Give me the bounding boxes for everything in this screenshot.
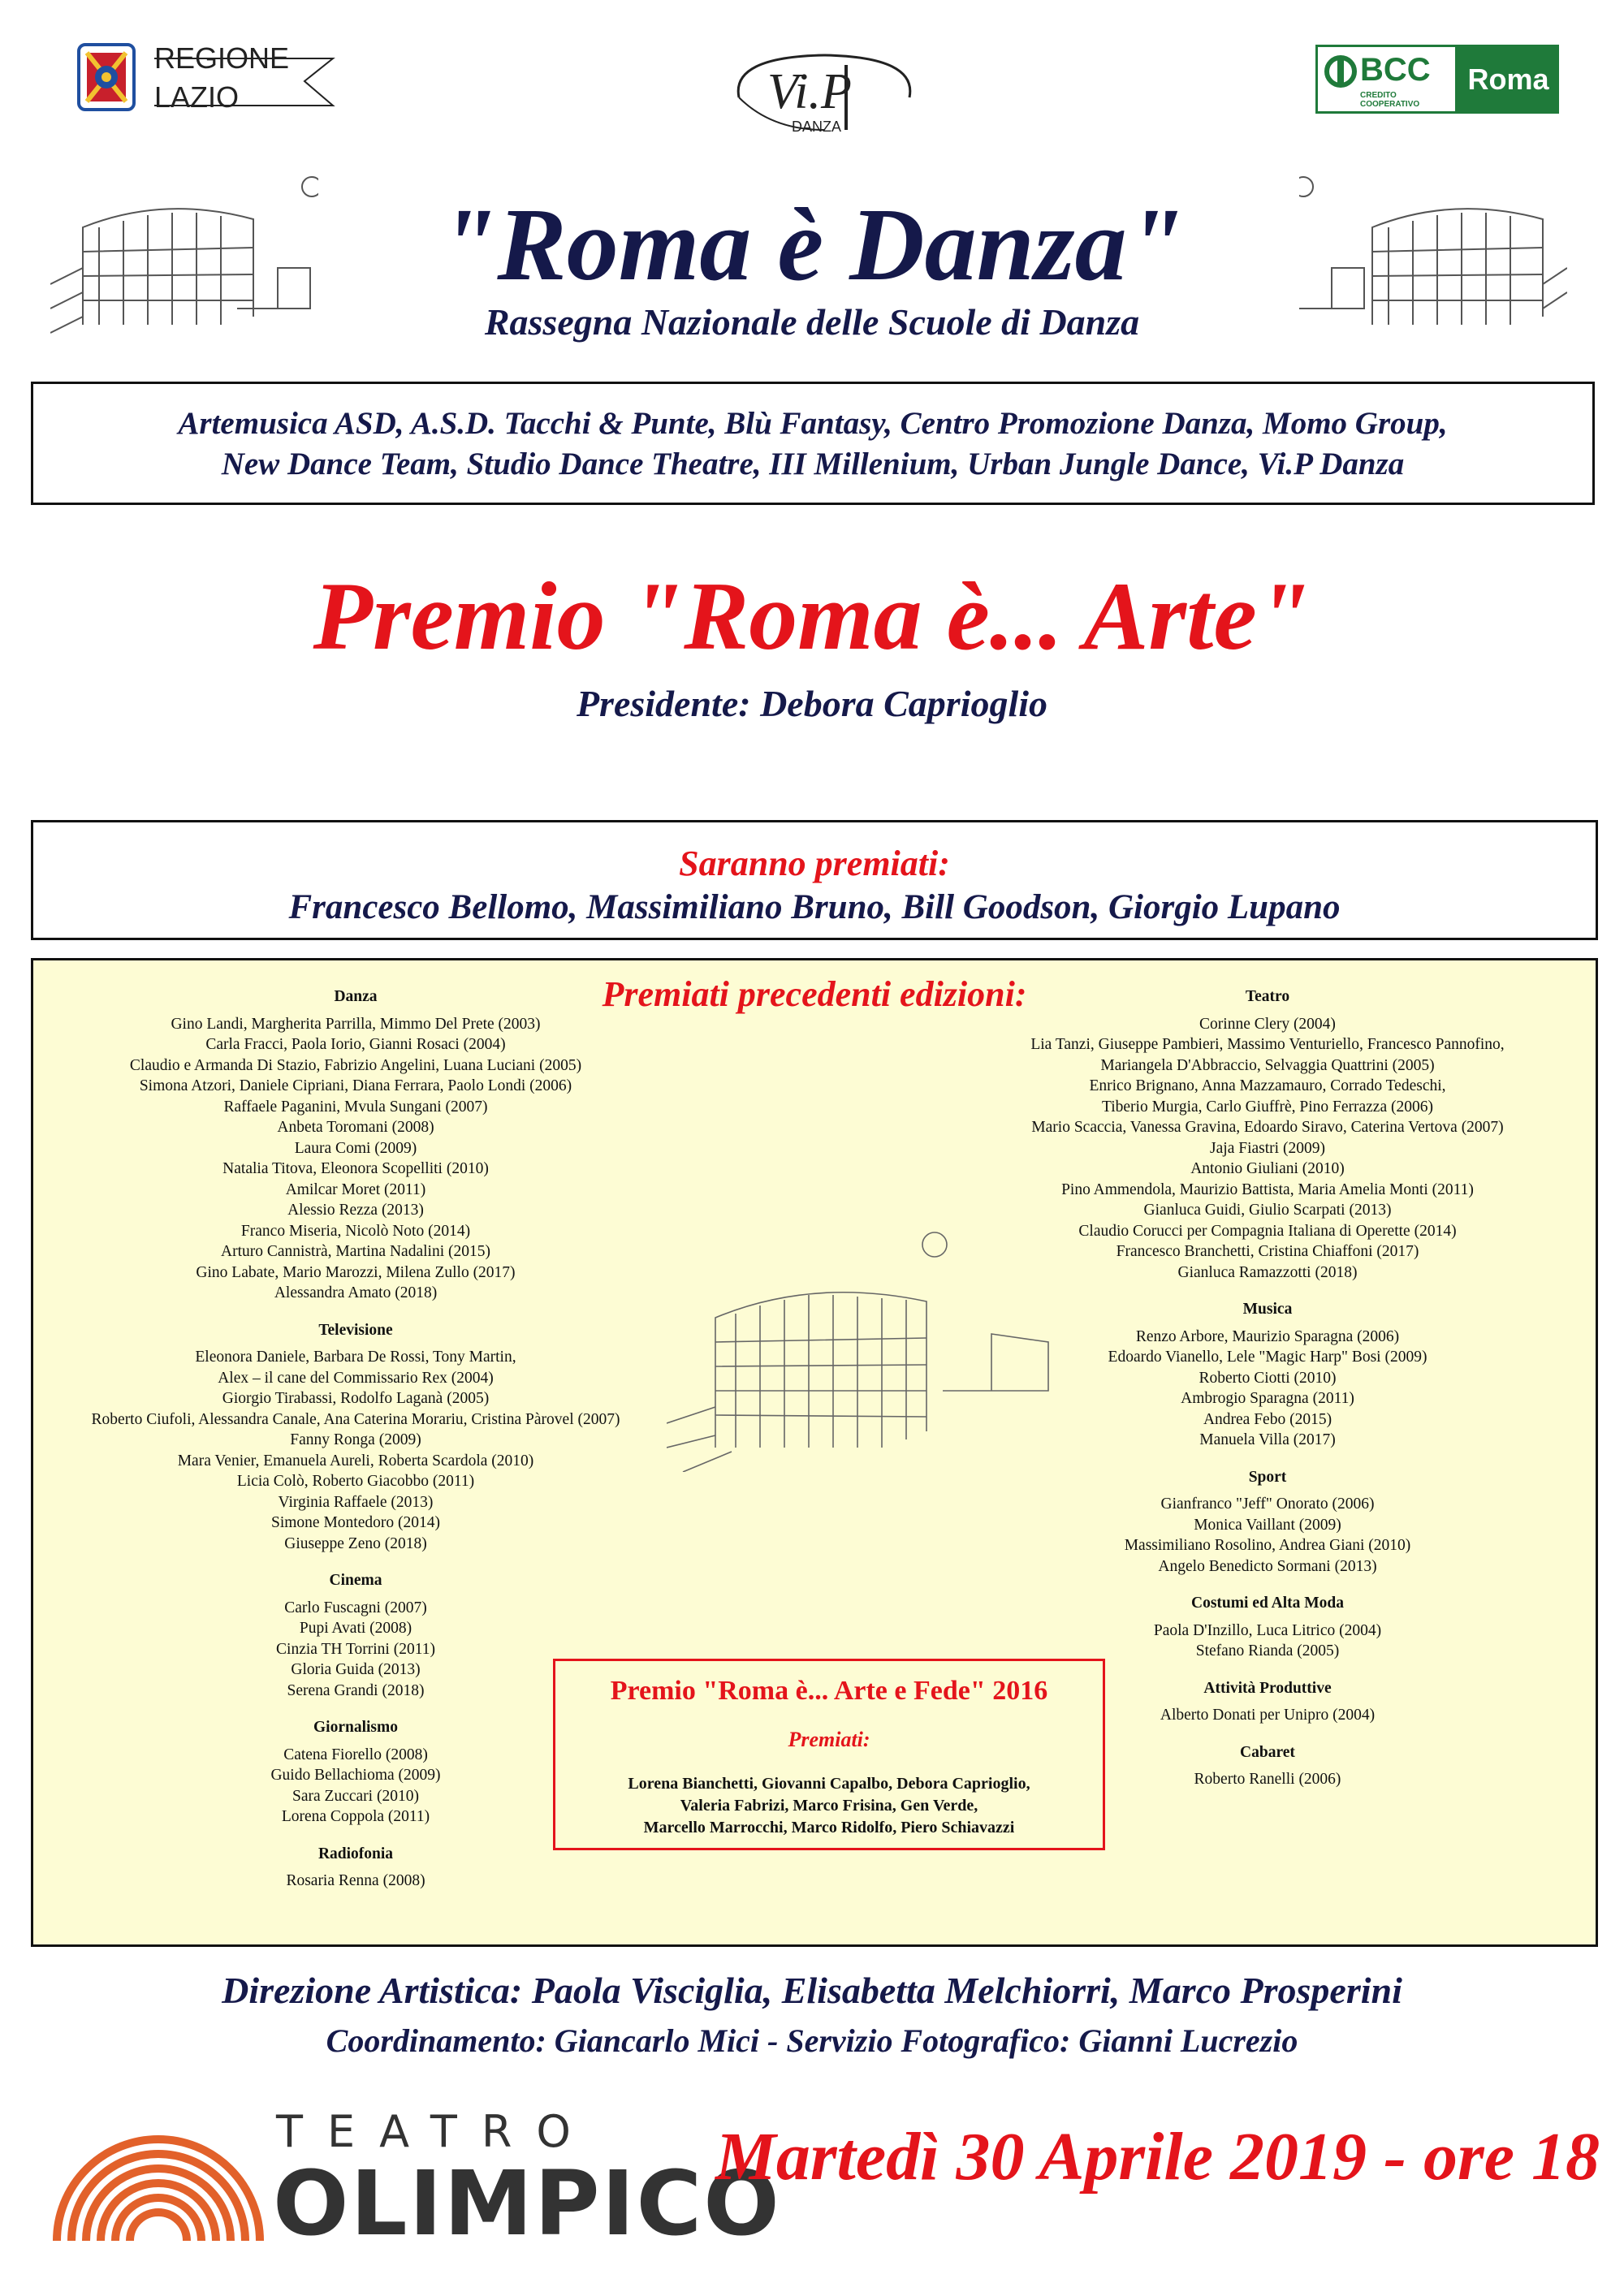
award-entry: Giorgio Tirabassi, Rodolfo Laganà (2005)	[222, 1390, 490, 1407]
category-heading: Costumi ed Alta Moda	[1191, 1595, 1344, 1612]
award-entry: Franco Miseria, Nicolò Noto (2014)	[240, 1222, 471, 1240]
previous-editions-title: Premiati precedenti edizioni:	[602, 974, 1027, 1014]
award-entry: Amilcar Moret (2011)	[285, 1180, 426, 1198]
bcc-city: Roma	[1458, 45, 1559, 114]
award-entry: Mariangela D'Abbraccio, Selvaggia Quattrini (2005)	[1100, 1056, 1435, 1074]
award-entry: Arturo Cannistrà, Martina Nadalini (2015)	[221, 1243, 490, 1260]
award-entry: Carlo Fuscagni (2007)	[284, 1599, 427, 1616]
category-heading: Giornalismo	[313, 1719, 398, 1736]
award-entry: Carla Fracci, Paola Iorio, Gianni Rosaci (2004)	[205, 1036, 506, 1053]
category-heading: Televisione	[318, 1321, 393, 1339]
award-entry: Tiberio Murgia, Carlo Giuffrè, Pino Ferrazza (2006)	[1102, 1098, 1433, 1116]
award-entry: Enrico Brignano, Anna Mazzamauro, Corrado Tedeschi,	[1089, 1077, 1446, 1094]
award-entry: Laura Comi (2009)	[294, 1139, 417, 1157]
award-entry: Renzo Arbore, Maurizio Sparagna (2006)	[1135, 1327, 1400, 1345]
teatro-word: TEATRO	[276, 2106, 595, 2157]
award-entry: Roberto Ranelli (2006)	[1194, 1771, 1341, 1788]
award-entry: Simone Montedoro (2014)	[271, 1514, 440, 1531]
award-entry: Pupi Avati (2008)	[299, 1620, 412, 1637]
category-heading: Attività Produttive	[1203, 1679, 1332, 1697]
award-entry: Corinne Clery (2004)	[1199, 1015, 1336, 1033]
fede-names-line: Marcello Marrocchi, Marco Ridolfo, Piero Schiavazzi	[643, 1819, 1015, 1836]
category-spacer	[951, 1577, 1584, 1593]
bcc-main: BCC	[1360, 52, 1431, 88]
award-entry: Mario Scaccia, Vanessa Gravina, Edoardo Siravo, Caterina Vertova (2007)	[1031, 1119, 1504, 1136]
award-entry: Alessandra Amato (2018)	[274, 1284, 438, 1301]
premio-title: Premio "Roma è... Arte"	[313, 562, 1311, 670]
fede-title: Premio "Roma è... Arte e Fede" 2016	[610, 1676, 1048, 1706]
award-entry: Gianluca Ramazzotti (2018)	[1177, 1263, 1358, 1281]
award-entry: Giuseppe Zeno (2018)	[284, 1534, 427, 1552]
award-entry: Manuela Villa (2017)	[1199, 1431, 1336, 1448]
coordinamento: Coordinamento: Giancarlo Mici - Servizio Fotografico: Gianni Lucrezio	[326, 2022, 1298, 2059]
bcc-mark-box	[1315, 45, 1458, 114]
schools-box	[31, 382, 1595, 505]
award-entry: Sara Zuccari (2010)	[292, 1787, 419, 1805]
vip-sub: DANZA	[792, 119, 842, 135]
category-heading: Danza	[334, 988, 378, 1005]
award-entry: Natalia Titova, Eleonora Scopelliti (2010)	[222, 1160, 489, 1177]
award-entry: Paola D'Inzillo, Luca Litrico (2004)	[1153, 1621, 1382, 1639]
page-subtitle: Rassegna Nazionale delle Scuole di Danza	[484, 301, 1140, 343]
award-entry: Monica Vaillant (2009)	[1194, 1516, 1341, 1534]
award-entry: Claudio Corucci per Compagnia Italiana di Operette (2014)	[1078, 1222, 1457, 1240]
award-entry: Lia Tanzi, Giuseppe Pambieri, Massimo Venturiello, Francesco Pannofino,	[1030, 1036, 1505, 1053]
regione-lazio-logo	[77, 41, 345, 122]
regione-line2: LAZIO	[154, 80, 240, 114]
category-spacer	[951, 1451, 1584, 1467]
award-entry: Roberto Ciotti (2010)	[1199, 1369, 1337, 1387]
category-heading: Musica	[1242, 1301, 1293, 1318]
fede-label: Premiati:	[788, 1728, 870, 1751]
category-spacer	[51, 1304, 660, 1320]
award-entry: Stefano Rianda (2005)	[1195, 1642, 1340, 1659]
award-entry: Antonio Giuliani (2010)	[1190, 1160, 1345, 1177]
award-entry: Claudio e Armanda Di Stazio, Fabrizio Angelini, Luana Luciani (2005)	[129, 1056, 582, 1074]
category-spacer	[51, 1892, 660, 1908]
award-entry: Jaja Fiastri (2009)	[1210, 1139, 1325, 1157]
award-entry: Edoardo Vianello, Lele "Magic Harp" Bosi (2009)	[1108, 1349, 1427, 1366]
award-entry: Mara Venier, Emanuela Aureli, Roberta Scardola (2010)	[177, 1452, 534, 1470]
award-entry: Gianluca Guidi, Giulio Scarpati (2013)	[1143, 1202, 1392, 1219]
award-entry: Guido Bellachioma (2009)	[270, 1767, 441, 1784]
award-entry: Anbeta Toromani (2008)	[277, 1119, 434, 1136]
bcc-cross-icon	[1324, 55, 1357, 88]
category-spacer	[51, 1554, 660, 1570]
award-entry: Andrea Febo (2015)	[1203, 1410, 1332, 1428]
award-entry: Roberto Ciufoli, Alessandra Canale, Ana Caterina Morariu, Cristina Pàrovel (2007)	[91, 1410, 620, 1428]
category-spacer	[951, 1283, 1584, 1299]
award-entry: Raffaele Paganini, Mvula Sungani (2007)	[223, 1098, 488, 1116]
vip-danza-logo	[723, 49, 926, 138]
awards-names: Francesco Bellomo, Massimiliano Bruno, Bill Goodson, Giorgio Lupano	[288, 888, 1341, 926]
bcc-sub: CREDITO COOPERATIVO	[1360, 91, 1420, 109]
direzione-artistica: Direzione Artistica: Paola Visciglia, Elisabetta Melchiorri, Marco Prosperini	[222, 1970, 1402, 2011]
page-title: "Roma è Danza"	[439, 187, 1185, 302]
award-entry: Alberto Donati per Unipro (2004)	[1160, 1707, 1376, 1724]
awards-box	[31, 820, 1598, 940]
category-heading: Teatro	[1245, 988, 1290, 1005]
award-entry: Alessio Rezza (2013)	[287, 1202, 424, 1219]
award-entry: Gino Landi, Margherita Parrilla, Mimmo Del Prete (2003)	[171, 1015, 541, 1033]
award-entry: Eleonora Daniele, Barbara De Rossi, Tony Martin,	[195, 1349, 516, 1366]
olimpico-word: OLIMPICO	[273, 2151, 781, 2255]
award-entry: Gloria Guida (2013)	[291, 1661, 421, 1678]
award-entry: Alex – il cane del Commissario Rex (2004)	[218, 1369, 494, 1387]
fede-names	[555, 1773, 1103, 1839]
vip-mark: Vi.P	[767, 64, 852, 119]
award-entry: Ambrogio Sparagna (2011)	[1181, 1390, 1354, 1407]
bcc-roma-logo	[1315, 45, 1559, 114]
award-entry: Cinzia TH Torrini (2011)	[276, 1640, 435, 1658]
award-entry: Fanny Ronga (2009)	[290, 1431, 421, 1448]
award-entry: Gino Labate, Mario Marozzi, Milena Zullo (2017)	[196, 1263, 516, 1281]
fede-names-line: Lorena Bianchetti, Giovanni Capalbo, Debora Caprioglio,	[628, 1775, 1030, 1793]
award-entry: Simona Atzori, Daniele Cipriani, Diana Ferrara, Paolo Londi (2006)	[139, 1077, 572, 1094]
schools-line-2: New Dance Team, Studio Dance Theatre, III Millenium, Urban Jungle Dance, Vi.P Danza	[221, 447, 1405, 481]
award-entry: Lorena Coppola (2011)	[281, 1808, 430, 1825]
award-entry: Catena Fiorello (2008)	[283, 1746, 428, 1763]
fede-names-line: Valeria Fabrizi, Marco Frisina, Gen Verde,	[680, 1797, 978, 1815]
schools-line-1: Artemusica ASD, A.S.D. Tacchi & Punte, Blù Fantasy, Centro Promozione Danza, Momo Group,	[178, 406, 1448, 441]
award-entry: Massimiliano Rosolino, Andrea Giani (2010)	[1124, 1537, 1411, 1554]
regione-line1: REGIONE	[154, 41, 290, 75]
category-heading: Cinema	[329, 1572, 382, 1589]
category-heading: Radiofonia	[317, 1845, 394, 1862]
award-entry: Serena Grandi (2018)	[287, 1681, 425, 1699]
category-heading: Cabaret	[1240, 1743, 1295, 1761]
award-entry: Angelo Benedicto Sormani (2013)	[1158, 1557, 1377, 1575]
awards-label: Saranno premiati:	[679, 844, 950, 883]
presidente: Presidente: Debora Caprioglio	[576, 683, 1048, 724]
category-heading: Sport	[1248, 1468, 1287, 1486]
award-entry: Rosaria Renna (2008)	[286, 1872, 425, 1889]
event-date: Martedì 30 Aprile 2019 - ore 18	[715, 2119, 1600, 2195]
award-entry: Licia Colò, Roberto Giacobbo (2011)	[236, 1473, 475, 1490]
arte-e-fede-box	[553, 1659, 1105, 1850]
award-entry: Virginia Raffaele (2013)	[278, 1493, 434, 1511]
previous-editions-panel	[31, 958, 1598, 1947]
award-entry: Gianfranco "Jeff" Onorato (2006)	[1160, 1495, 1375, 1513]
award-entry: Pino Ammendola, Maurizio Battista, Maria Amelia Monti (2011)	[1061, 1180, 1474, 1198]
award-entry: Francesco Branchetti, Cristina Chiaffoni (2017)	[1116, 1243, 1419, 1260]
